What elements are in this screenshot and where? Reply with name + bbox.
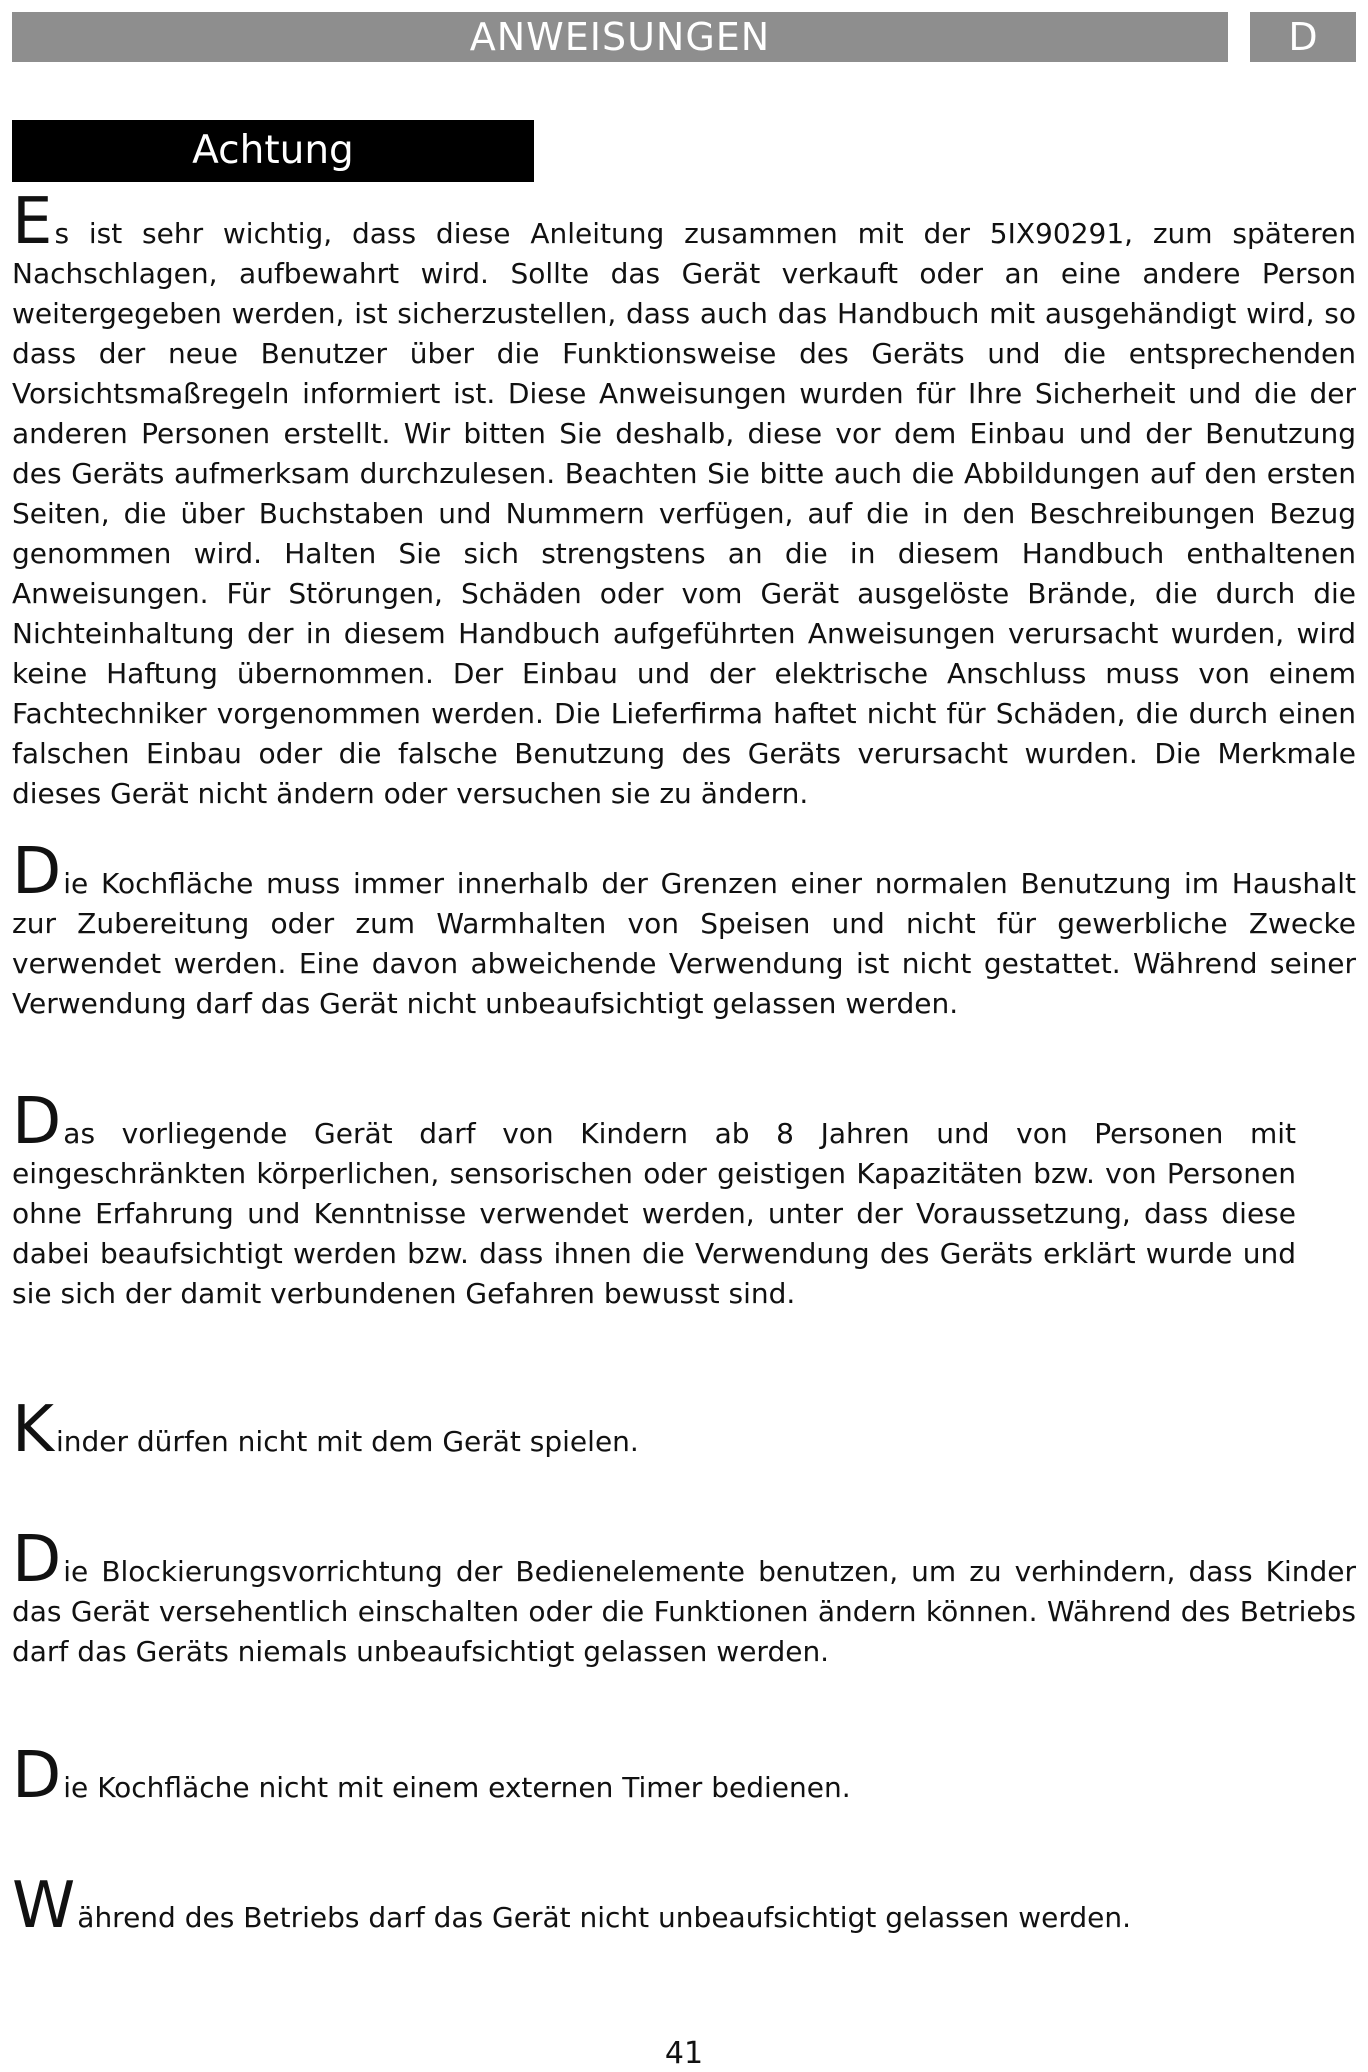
drop-cap: D <box>12 1739 62 1813</box>
paragraph-text: ie Blockierungsvorrichtung der Bedienelemente benutzen, um zu verhindern, dass Kinder das Gerät versehentlich einschalten oder die Funktionen ändern können. Während des Betriebs darf das Geräts niemals unbeaufsichtigt gelassen werden. <box>12 1555 1356 1668</box>
paragraph-children-play <box>12 1393 1356 1467</box>
drop-cap: D <box>12 1523 62 1597</box>
drop-cap: D <box>12 1085 62 1159</box>
paragraph-usage <box>12 835 1356 1024</box>
paragraph-timer <box>12 1739 1356 1813</box>
header-title: ANWEISUNGEN <box>469 15 771 59</box>
paragraph-text: inder dürfen nicht mit dem Gerät spielen. <box>55 1425 639 1458</box>
paragraph-text: ie Kochfläche nicht mit einem externen Timer bedienen. <box>63 1771 851 1804</box>
page-number: 41 <box>664 2036 704 2071</box>
language-code: D <box>1288 15 1318 59</box>
drop-cap: K <box>12 1393 54 1467</box>
drop-cap: W <box>12 1869 76 1943</box>
language-badge <box>1250 12 1356 62</box>
section-title: Achtung <box>192 128 354 173</box>
paragraph-text: ährend des Betriebs darf das Gerät nicht unbeaufsichtigt gelassen werden. <box>77 1901 1131 1934</box>
paragraph-text: s ist sehr wichtig, dass diese Anleitung zusammen mit der 5IX90291, zum späteren Nachschlagen, aufbewahrt wird. Sollte das Gerät verkauft oder an eine andere Person weitergegeben werden, ist sicherzustellen, dass auch das Handbuch mit ausgehändigt wird, so dass der neue Benutzer über die Funktionsweise des Geräts und die entsprechenden Vorsichtsmaßregeln informiert ist. Diese Anweisungen wurden für Ihre Sicherheit und die der anderen Personen erstellt. Wir bitten Sie deshalb, diese vor dem Einbau und der Benutzung des Geräts aufmerksam durchzulesen. Beachten Sie bitte auch die Abbildungen auf den ersten Seiten, die über Buchstaben und Nummern verfügen, auf die in den Beschreibungen Bezug genommen wird. Halten Sie sich strengstens an die in diesem Handbuch enthaltenen Anweisungen. Für Störungen, Schäden oder vom Gerät ausgelöste Brände, die durch die Nichteinhaltung der in diesem Handbuch aufgeführten Anweisungen verursacht wurden, wird keine Haftung übernommen. Der Einbau und der elektrische Anschluss muss von einem Fachtechniker vorgenommen werden. Die Lieferfirma haftet nicht für Schäden, die durch einen falschen Einbau oder die falsche Benutzung des Geräts verursacht wurden. Die Merkmale dieses Gerät nicht ändern oder versuchen sie zu ändern. <box>12 217 1356 810</box>
drop-cap: D <box>12 835 62 909</box>
paragraph-text: as vorliegende Gerät darf von Kindern ab 8 Jahren und von Personen mit eingeschränkten körperlichen, sensorischen oder geistigen Kapazitäten bzw. von Personen ohne Erfahrung und Kenntnisse verwendet werden, unter der Voraussetzung, dass diese dabei beaufsichtigt werden bzw. dass ihnen die Verwendung des Geräts erklärt wurde und sie sich der damit verbundenen Gefahren bewusst sind. <box>12 1117 1296 1310</box>
paragraph-children-persons <box>12 1085 1296 1314</box>
paragraph-supervision <box>12 1869 1356 1943</box>
drop-cap: E <box>12 185 53 259</box>
header-title-bar <box>12 12 1228 62</box>
paragraph-intro <box>12 185 1356 814</box>
paragraph-lock <box>12 1523 1356 1672</box>
section-title-box <box>12 120 534 182</box>
paragraph-text: ie Kochfläche muss immer innerhalb der Grenzen einer normalen Benutzung im Haushalt zur Zubereitung oder zum Warmhalten von Speisen und nicht für gewerbliche Zwecke verwendet werden. Eine davon abweichende Verwendung ist nicht gestattet. Während seiner Verwendung darf das Gerät nicht unbeaufsichtigt gelassen werden. <box>12 867 1356 1020</box>
